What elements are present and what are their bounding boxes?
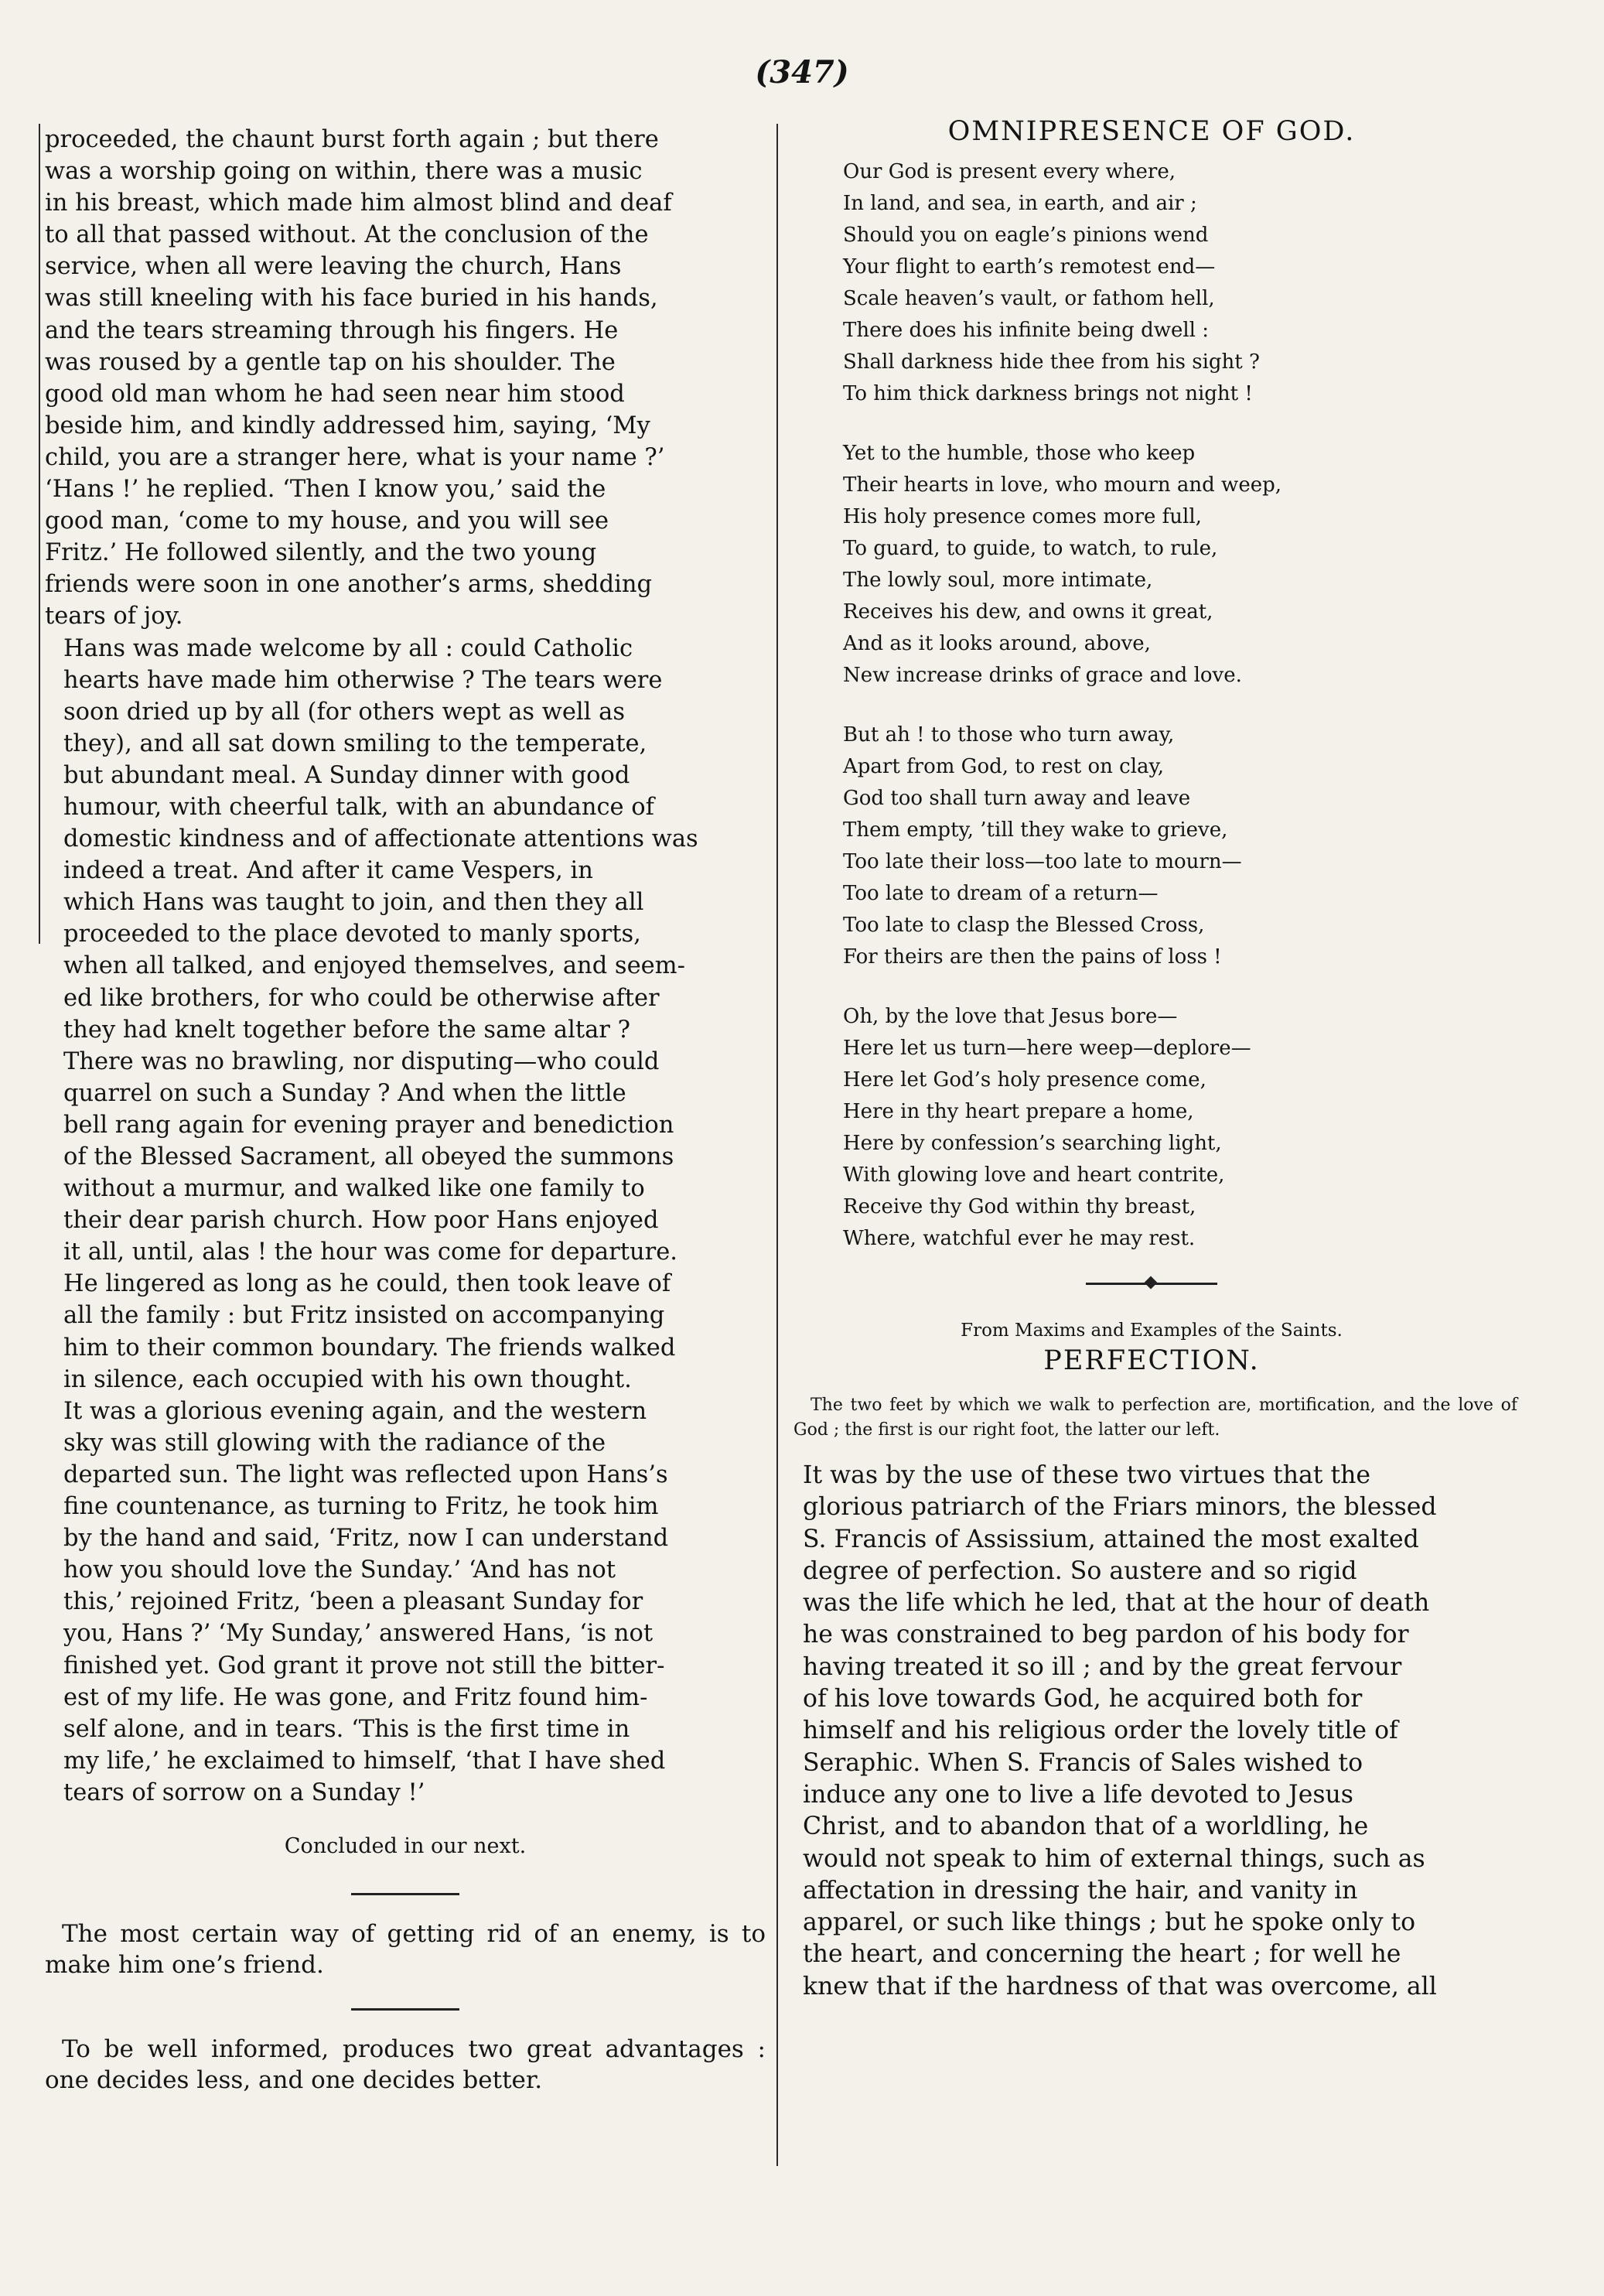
column-divider xyxy=(776,124,778,2166)
poem-verse: And as it looks around, above, xyxy=(843,632,1151,655)
poem-verse: Too late to clasp the Blessed Cross, xyxy=(843,914,1205,937)
text-line: proceeded, the chaunt burst forth again ; but there xyxy=(45,126,659,153)
poem-verse: Receives his dew, and owns it great, xyxy=(843,600,1213,624)
text-line: in silence, each occupied with his own thought. xyxy=(63,1365,632,1393)
text-line: tears of sorrow on a Sunday !’ xyxy=(63,1778,425,1806)
text-line: all the family : but Fritz insisted on accompanying xyxy=(63,1302,665,1330)
poem-verse: With glowing love and heart contrite, xyxy=(843,1163,1225,1187)
story-text xyxy=(45,124,766,1809)
text-line: they had knelt together before the same altar ? xyxy=(63,1016,630,1044)
poem-title: OMNIPRESENCE OF GOD. xyxy=(947,116,1356,147)
text-line: the heart, and concerning the heart ; for well he xyxy=(803,1940,1401,1969)
left-margin-rule xyxy=(39,124,40,944)
text-line: Fritz.’ He followed silently, and the two young xyxy=(45,539,597,567)
text-line: induce any one to live a life devoted to Jesus xyxy=(803,1780,1353,1809)
text-line: their dear parish church. How poor Hans enjoyed xyxy=(63,1207,659,1235)
text-line: degree of perfection. So austere and so rigid xyxy=(803,1556,1357,1585)
poem-verse: Shall darkness hide thee from his sight ? xyxy=(843,350,1260,374)
page-number: (347) xyxy=(755,54,849,91)
perfection-text xyxy=(786,1460,1517,2003)
poem-stanza xyxy=(843,1001,1517,1255)
text-line: in his breast, which made him almost blind and deaf xyxy=(45,190,672,217)
poem-verse: New increase drinks of grace and love. xyxy=(843,664,1242,687)
text-line: how you should love the Sunday.’ ‘And has not xyxy=(63,1556,616,1584)
poem-verse: His holy presence comes more full, xyxy=(843,505,1202,528)
poem-verse: Your flight to earth’s remotest end— xyxy=(843,255,1216,278)
text-line: was the life which he led, that at the hour of death xyxy=(803,1589,1430,1618)
text-line: was roused by a gentle tap on his shoulder. The xyxy=(45,348,616,376)
text-line: proceeded to the place devoted to manly sports, xyxy=(63,921,641,948)
text-line: finished yet. God grant it prove not still the bitter- xyxy=(63,1652,665,1679)
poem-verse: Here by confession’s searching light, xyxy=(843,1132,1222,1155)
poem-verse: Where, watchful ever he may rest. xyxy=(843,1227,1196,1250)
poem-verse: Receive thy God within thy breast, xyxy=(843,1195,1196,1218)
text-line: was a worship going on within, there was a music xyxy=(45,158,643,186)
poem-verse: Their hearts in love, who mourn and weep, xyxy=(843,473,1281,497)
story-column xyxy=(45,124,766,2096)
perfection-epigraph: The two feet by which we walk to perfection are, mortification, and the love of God ; the first is our right foot, the latter our left. xyxy=(793,1396,1517,1440)
text-line: was still kneeling with his face buried in his hands, xyxy=(45,285,658,313)
text-line: when all talked, and enjoyed themselves, and seem- xyxy=(63,952,685,980)
text-line: est of my life. He was gone, and Fritz found him- xyxy=(63,1683,648,1711)
text-line: soon dried up by all (for others wept as well as xyxy=(63,698,625,726)
story-paragraph xyxy=(45,633,766,1809)
poem-verse: Apart from God, to rest on clay, xyxy=(843,755,1165,778)
text-line: indeed a treat. And after it came Vespers, in xyxy=(63,857,593,885)
separator-rule xyxy=(351,1893,459,1895)
poem-verse: Here let God’s holy presence come, xyxy=(843,1068,1206,1092)
poem-body xyxy=(786,156,1517,1255)
poem-verse: There does his infinite being dwell : xyxy=(843,319,1210,342)
right-column xyxy=(786,116,1517,2003)
poem-verse: Oh, by the love that Jesus bore— xyxy=(843,1005,1178,1028)
text-line: beside him, and kindly addressed him, saying, ‘My xyxy=(45,412,650,439)
poem-verse: Our God is present every where, xyxy=(843,160,1176,183)
text-line: glorious patriarch of the Friars minors, the blessed xyxy=(803,1493,1437,1522)
text-line: my life,’ he exclaimed to himself, ‘that I have shed xyxy=(63,1747,666,1775)
text-line: of the Blessed Sacrament, all obeyed the summons xyxy=(63,1143,674,1170)
text-line: sky was still glowing with the radiance of the xyxy=(63,1429,606,1457)
text-line: Hans was made welcome by all : could Catholic xyxy=(63,634,633,662)
separator-rule xyxy=(351,2008,459,2011)
poem-verse: Should you on eagle’s pinions wend xyxy=(843,224,1209,247)
story-paragraph xyxy=(45,124,766,633)
text-line: knew that if the hardness of that was overcome, all xyxy=(803,1972,1437,2000)
text-line: He lingered as long as he could, then took leave of xyxy=(63,1270,671,1298)
text-line: him to their common boundary. The friends walked xyxy=(63,1334,676,1362)
text-line: friends were soon in one another’s arms, shedding xyxy=(45,571,653,599)
text-line: ed like brothers, for who could be otherwise after xyxy=(63,984,660,1012)
text-line: which Hans was taught to join, and then they all xyxy=(63,889,644,917)
poem-verse: Yet to the humble, those who keep xyxy=(843,442,1196,465)
text-line: It was a glorious evening again, and the western xyxy=(63,1397,647,1425)
text-line: There was no brawling, nor disputing—who could xyxy=(63,1047,660,1075)
text-line: you, Hans ?’ ‘My Sunday,’ answered Hans, ‘is not xyxy=(63,1620,654,1648)
perfection-title: PERFECTION. xyxy=(1043,1345,1260,1376)
text-line: of his love towards God, he acquired both for xyxy=(803,1685,1363,1713)
text-line: without a murmur, and walked like one family to xyxy=(63,1175,645,1203)
text-line: ‘Hans !’ he replied. ‘Then I know you,’ said the xyxy=(45,476,606,504)
text-line: good old man whom he had seen near him stood xyxy=(45,380,625,408)
text-line: by the hand and said, ‘Fritz, now I can understand xyxy=(63,1525,669,1553)
text-line: quarrel on such a Sunday ? And when the little xyxy=(63,1079,626,1107)
text-line: humour, with cheerful talk, with an abundance of xyxy=(63,793,654,821)
poem-verse: To guard, to guide, to watch, to rule, xyxy=(843,537,1218,560)
text-line: they), and all sat down smiling to the temperate, xyxy=(63,729,647,757)
perfection-source: From Maxims and Examples of the Saints. xyxy=(961,1321,1343,1341)
text-line: fine countenance, as turning to Fritz, he took him xyxy=(63,1493,659,1521)
text-line: but abundant meal. A Sunday dinner with good xyxy=(63,761,630,789)
text-line: and the tears streaming through his fingers. He xyxy=(45,316,619,344)
text-line: it all, until, alas ! the hour was come for departure. xyxy=(63,1239,677,1266)
text-line: bell rang again for evening prayer and benediction xyxy=(63,1111,674,1139)
text-line: good man, ‘come to my house, and you will see xyxy=(45,507,609,535)
text-line: would not speak to him of external things, such as xyxy=(803,1844,1425,1873)
ornamental-rule xyxy=(1086,1283,1217,1285)
poem-verse: Here in thy heart prepare a home, xyxy=(843,1100,1194,1123)
concluded-note: Concluded in our next. xyxy=(284,1833,527,1858)
text-line: to all that passed without. At the conclusion of the xyxy=(45,221,649,249)
poem-verse: Here let us turn—here weep—deplore— xyxy=(843,1037,1251,1060)
text-line: self alone, and in tears. ‘This is the first time in xyxy=(63,1715,630,1743)
text-line: Christ, and to abandon that of a worldling, he xyxy=(803,1813,1369,1841)
poem-verse: God too shall turn away and leave xyxy=(843,787,1191,810)
text-line: having treated it so ill ; and by the great fervour xyxy=(803,1652,1402,1681)
poem-verse: Scale heaven’s vault, or fathom hell, xyxy=(843,287,1215,310)
text-line: this,’ rejoined Fritz, ‘been a pleasant Sunday for xyxy=(63,1588,643,1616)
text-line: he was constrained to beg pardon of his body for xyxy=(803,1621,1409,1649)
poem-verse: Too late to dream of a return— xyxy=(843,882,1159,905)
text-line: hearts have made him otherwise ? The tears were xyxy=(63,666,663,694)
text-line: domestic kindness and of affectionate attentions was xyxy=(63,825,698,853)
poem-verse: Too late their loss—too late to mourn— xyxy=(843,850,1242,873)
text-line: departed sun. The light was reflected upon Hans’s xyxy=(63,1461,668,1488)
poem-stanza xyxy=(843,719,1517,973)
poem-verse: In land, and sea, in earth, and air ; xyxy=(843,192,1197,215)
poem-verse: The lowly soul, more intimate, xyxy=(843,569,1153,592)
poem-verse: But ah ! to those who turn away, xyxy=(843,723,1175,747)
poem-stanza xyxy=(843,156,1517,410)
poem-stanza xyxy=(843,438,1517,692)
text-line: himself and his religious order the lovely title of xyxy=(803,1717,1398,1745)
text-line: It was by the use of these two virtues that the xyxy=(803,1461,1371,1489)
poem-verse: Them empty, ’till they wake to grieve, xyxy=(843,818,1228,842)
poem-verse: For theirs are then the pains of loss ! xyxy=(843,945,1222,969)
text-line: apparel, or such like things ; but he spoke only to xyxy=(803,1908,1416,1937)
text-line: tears of joy. xyxy=(45,603,183,630)
text-line: Seraphic. When S. Francis of Sales wished to xyxy=(803,1748,1363,1777)
maxim-enemy: The most certain way of getting rid of an enemy, is to make him one’s friend. xyxy=(45,1920,766,1980)
poem-verse: To him thick darkness brings not night ! xyxy=(843,382,1253,405)
maxim-informed: To be well informed, produces two great advantages : one decides less, and one decides better. xyxy=(45,2035,766,2095)
text-line: child, you are a stranger here, what is your name ?’ xyxy=(45,443,665,471)
text-line: service, when all were leaving the church, Hans xyxy=(45,253,622,281)
text-line: S. Francis of Assissium, attained the most exalted xyxy=(803,1525,1419,1553)
text-line: affectation in dressing the hair, and vanity in xyxy=(803,1876,1358,1905)
